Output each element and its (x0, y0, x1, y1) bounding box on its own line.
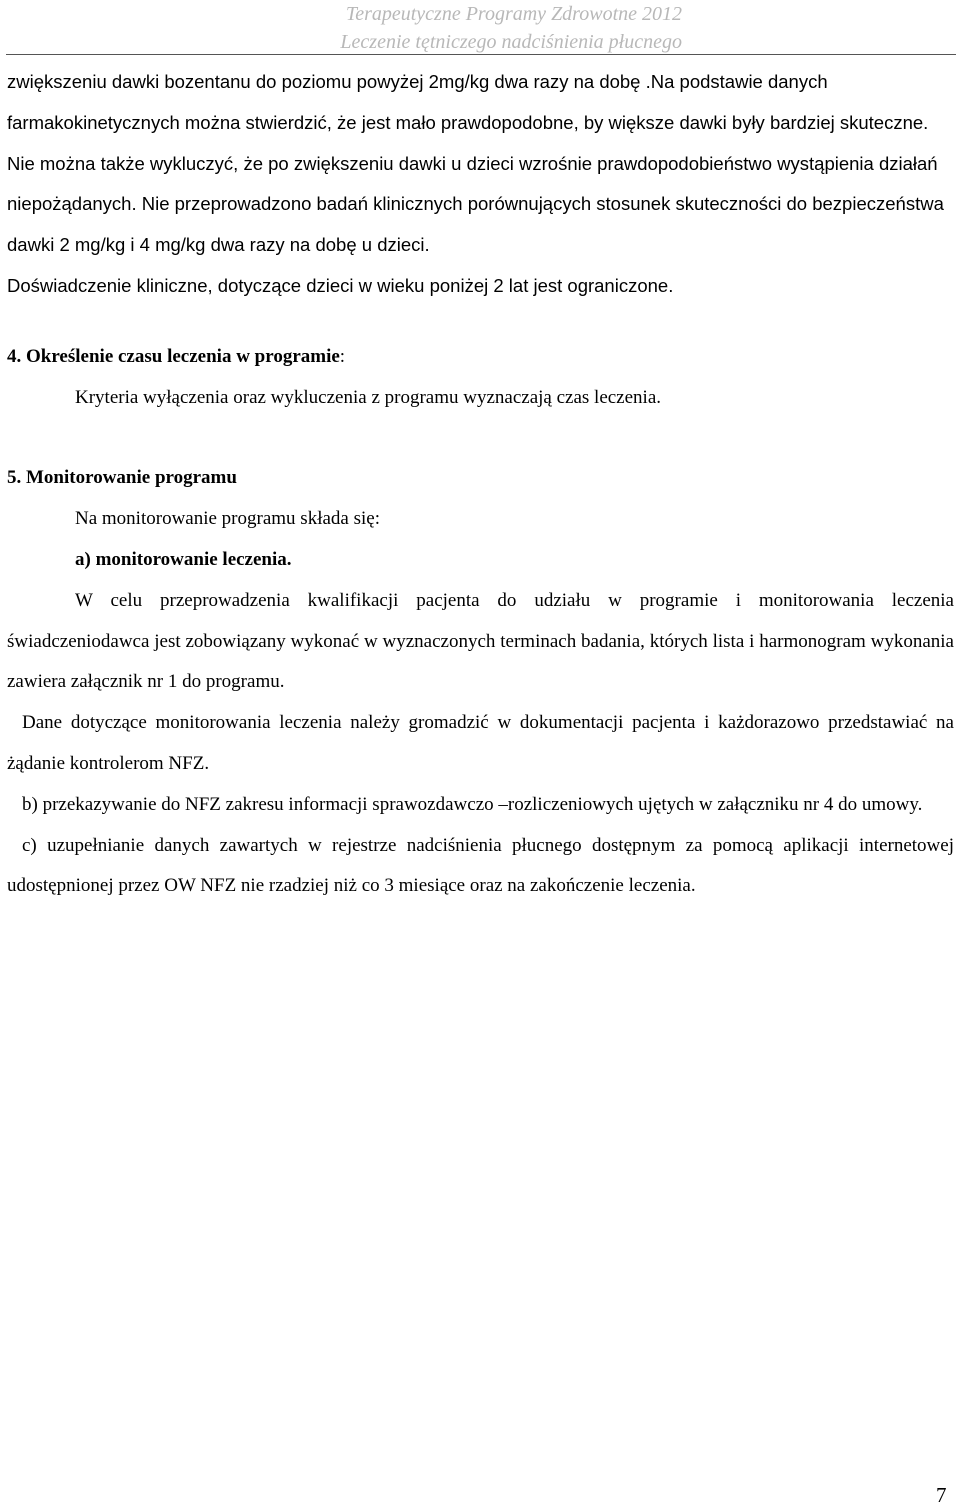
section-4-colon: : (339, 345, 346, 367)
section-5c-paragraph-text: c) uzupełnianie danych zawartych w rejestrze nadciśnienia płucnego dostępnym za pomocą aplikacji internetowej udostępnionej przez OW NFZ nie rzadziej niż co 3 miesiące oraz na zakończenie leczenia. (7, 834, 954, 897)
header-divider (6, 54, 956, 55)
section-5c-paragraph (7, 826, 954, 908)
running-header (340, 0, 682, 56)
document-body (7, 62, 954, 907)
header-subtitle: Leczenie tętniczego nadciśnienia płucnego (340, 31, 682, 53)
section-5b-paragraph (7, 785, 954, 826)
section-4-heading (7, 337, 954, 378)
section-5a-paragraph-1-text: W celu przeprowadzenia kwalifikacji pacjenta do udziału w programie i monitorowania leczenia świadczeniodawca jest zobowiązany wykonać w wyznaczonych terminach badania, których lista i harmonogram wykonania zawiera załącznik nr 1 do programu. (7, 589, 954, 693)
section-5a-paragraph-2 (7, 703, 954, 785)
section-5a-heading: a) monitorowanie leczenia. (75, 548, 292, 570)
section-5b-paragraph-text: b) przekazywanie do NFZ zakresu informacji sprawozdawczo –rozliczeniowych ujętych w załączniku nr 4 do umowy. (22, 793, 923, 815)
section-4-text: Kryteria wyłączenia oraz wykluczenia z programu wyznaczają czas leczenia. (75, 386, 662, 408)
section-5-heading: 5. Monitorowanie programu (7, 467, 237, 489)
section-4-title: 4. Określenie czasu leczenia w programie (7, 345, 340, 367)
paragraph-dosage: zwiększeniu dawki bozentanu do poziomu powyżej 2mg/kg dwa razy na dobę .Na podstawie danych farmakokinetycznych można stwierdzić, że jest mało prawdopodobne, by większe dawki były bardziej skuteczne. Nie można także wykluczyć, że po zwiększeniu dawki u dzieci wzrośnie prawdopodobieństwo wystąpienia działań niepożądanych. Nie przeprowadzono badań klinicznych porównujących stosunek skuteczności do bezpieczeństwa dawki 2 mg/kg i 4 mg/kg dwa razy na dobę u dzieci. (7, 71, 944, 256)
header-title: Terapeutyczne Programy Zdrowotne 2012 (345, 3, 682, 25)
section-5-intro: Na monitorowanie programu składa się: (75, 508, 380, 530)
page-number: 7 (936, 1483, 947, 1507)
section-5a-paragraph-1 (7, 581, 954, 703)
paragraph-experience: Doświadczenie kliniczne, dotyczące dzieci w wieku poniżej 2 lat jest ograniczone. (7, 274, 674, 296)
section-5a-paragraph-2-text: Dane dotyczące monitorowania leczenia należy gromadzić w dokumentacji pacjenta i każdorazowo przedstawiać na żądanie kontrolerom NFZ. (7, 712, 954, 774)
